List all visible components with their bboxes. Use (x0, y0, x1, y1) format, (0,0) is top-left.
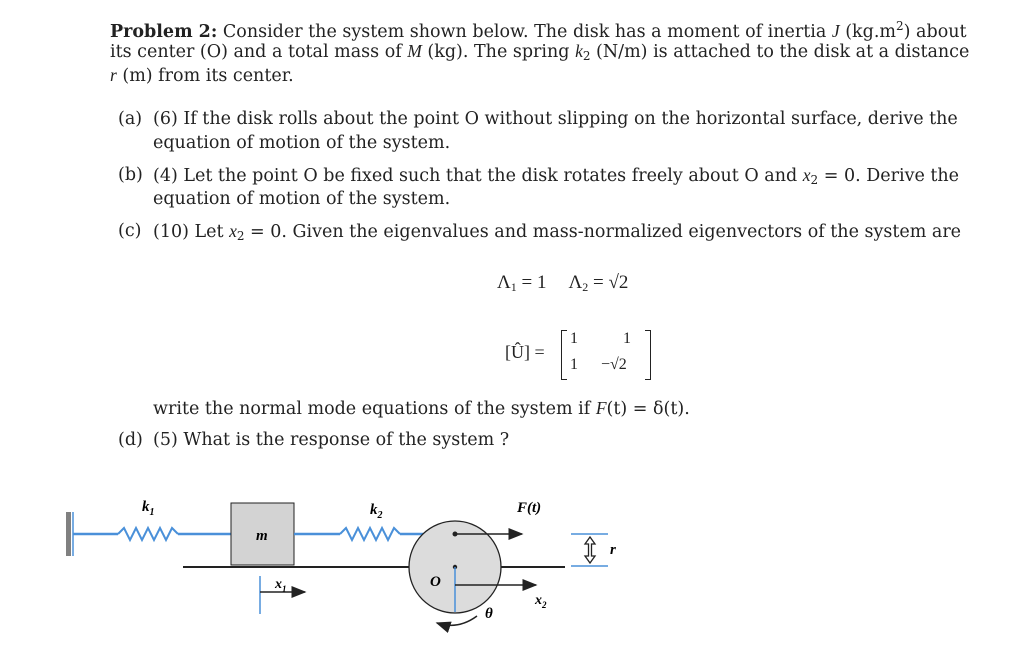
center-label: O (430, 574, 441, 590)
part-c-line-1: (10) Let $x_2 = 0$. Given the eigenvalues and mass-normalized eigenvectors of the system are (153, 221, 962, 243)
part-d-label: (d) (118, 430, 143, 450)
problem-line-1: Problem 2: Consider the system shown below. The disk has a moment of inertia J $(kg.m^2)$ about (110, 19, 967, 42)
part-a-line-1: (6) If the disk rolls about the point O without slipping on the horizontal surface, derive the (153, 109, 958, 129)
force-label: F(t) (517, 500, 542, 516)
rotation-arrow (437, 616, 477, 625)
part-d-line: (5) What is the response of the system ? (153, 430, 510, 450)
part-a-label: (a) (118, 109, 143, 129)
wall (66, 512, 71, 556)
mass-label: m (256, 528, 268, 544)
theta-label: θ (485, 606, 493, 622)
matrix-cell-11: 1 (570, 330, 578, 347)
part-b-line-1: (4) Let the point O be fixed such that the disk rotates freely about O and $x_2 = 0$. Derive the (153, 165, 960, 187)
problem-line-3: r (m) from its center. (110, 65, 294, 86)
spring-k2 (340, 528, 400, 540)
x2-label: $x_2$ (535, 593, 547, 610)
part-a-line-2: equation of motion of the system. (153, 133, 451, 153)
problem-line-2: its center (O) and a total mass of M (kg). The spring $k_2$ (N/m) is attached to the disk at a distance (110, 41, 970, 63)
matrix-cell-21: 1 (570, 356, 578, 373)
part-b-line-2: equation of motion of the system. (153, 189, 451, 209)
part-c-line-2: write the normal mode equations of the system if F(t) = δ(t). (153, 398, 690, 419)
r-double-arrow (585, 537, 595, 563)
part-c-label: (c) (118, 221, 142, 241)
x1-label: $x_1$ (275, 577, 287, 594)
k1-label: $k_1$ (142, 499, 155, 518)
eigenvalues: $\Lambda_1 = 1$ $\Lambda_2 = √2$ (497, 272, 629, 294)
spring-k1 (118, 528, 178, 540)
r-label: r (610, 542, 616, 558)
k2-label: $k_2$ (370, 502, 383, 521)
problem-title: Problem 2: (110, 22, 218, 42)
matrix-cell-12: 1 (623, 330, 631, 347)
matrix-cell-22: −√2 (601, 356, 627, 373)
part-b-label: (b) (118, 165, 143, 185)
matrix-label: [Û] = (505, 342, 545, 362)
